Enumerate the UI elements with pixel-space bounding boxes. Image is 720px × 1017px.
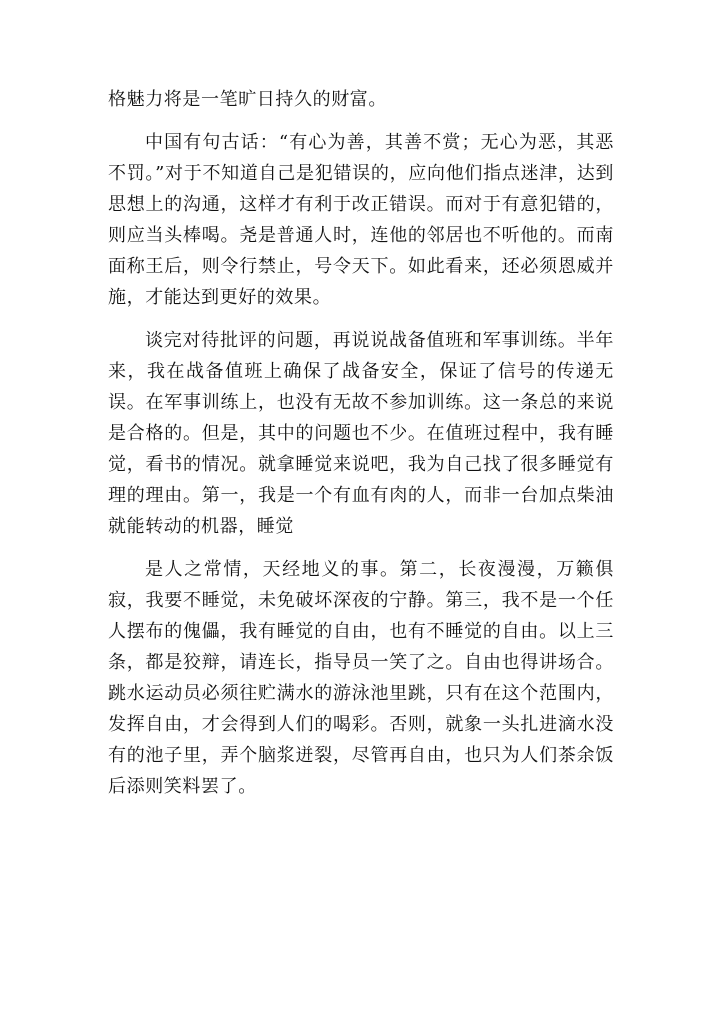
document-body [108,84,614,802]
paragraph-continuation: 格魅力将是一笔旷日持久的财富。 [108,89,387,110]
paragraph-freedom: 是人之常情，天经地义的事。第二，长夜漫漫，万籁俱寂，我要不睡觉，未免破坏深夜的宁静。第三，我不是一个任人摆布的傀儡，我有睡觉的自由，也有不睡觉的自由。以上三条，都是狡辩，请连长，指导员一笑了之。自由也得讲场合。跳水运动员必须往贮满水的游泳池里跳，只有在这个范围内，发挥自由，才会得到人们的喝彩。否则，就象一头扎进滴水没有的池子里，弄个脑浆迸裂，尽管再自由，也只为人们茶余饭后添则笑料罢了。 [108,559,614,797]
paragraph-proverb: 中国有句古话：“有心为善，其善不赏；无心为恶，其恶不罚。”对于不知道自己是犯错误的，应向他们指点迷津，达到思想上的沟通，这样才有利于改正错误。而对于有意犯错的，则应当头棒喝。尧是普通人时，连他的邻居也不听他的。而南面称王后，则令行禁止，号令天下。如此看来，还必须恩威并施，才能达到更好的效果。 [108,132,614,308]
paragraph-duty-training: 谈完对待批评的问题，再说说战备值班和军事训练。半年来，我在战备值班上确保了战备安全，保证了信号的传递无误。在军事训练上，也没有无故不参加训练。这一条总的来说是合格的。但是，其中的问题也不少。在值班过程中，我有睡觉，看书的情况。就拿睡觉来说吧，我为自己找了很多睡觉有理的理由。第一，我是一个有血有肉的人，而非一台加点柴油就能转动的机器，睡觉 [108,330,614,537]
